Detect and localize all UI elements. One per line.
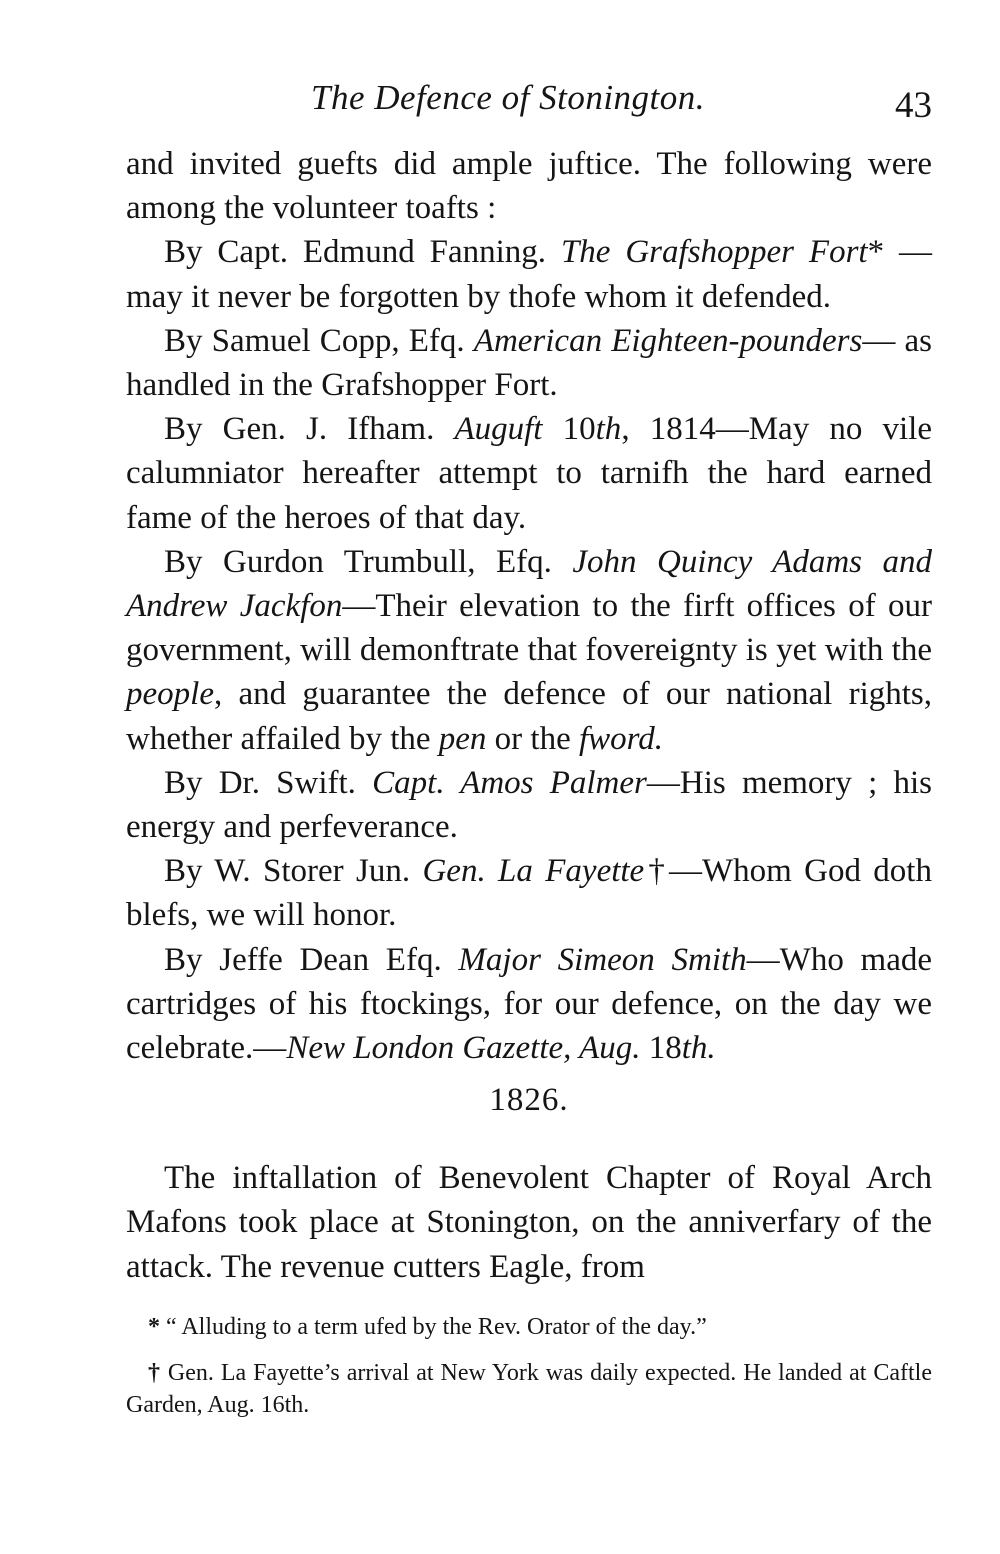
footnote-symbol: *: [148, 1313, 160, 1340]
italic-text: fword.: [578, 720, 664, 757]
text-run: —Who made cartridges of his ftockings, for our defence, on the day we celebrate.—: [126, 941, 932, 1067]
italic-text: th.: [681, 1030, 716, 1067]
book-page: [126, 70, 932, 1435]
paragraph: [126, 938, 932, 1071]
text-run: and invited guefts did ample juftice. The following were among the volunteer toafts :: [126, 146, 932, 227]
text-run: * —may it never be forgotten by thofe whom it defended.: [126, 234, 933, 315]
text-run: 10: [542, 411, 596, 448]
text-run: The inftallation of Benevolent Chapter of Royal Arch Mafons took place at Stonington, on the anniverfary of the attack. The revenue cutters Eagle, from: [126, 1160, 932, 1285]
footnote-text: Gen. La Fayette’s arrival at New York was daily expected. He landed at Caftle Garden, Aug. 16th.: [126, 1359, 932, 1418]
text-run: †—Whom God doth blefs, we will honor.: [126, 853, 932, 934]
footnote: [126, 1357, 932, 1421]
italic-text: Gen. La Fayette: [422, 853, 645, 890]
italic-text: Major Simeon Smith: [458, 941, 747, 978]
paragraph: [126, 1156, 932, 1289]
year-heading: 1826.: [489, 1082, 569, 1119]
footnote-symbol: †: [148, 1359, 161, 1386]
text-run: or the: [486, 720, 579, 757]
text-run: By Gen. J. Ifham.: [164, 411, 455, 448]
footnotes: [126, 1311, 932, 1421]
running-title: The Defence of Stonington.: [311, 78, 706, 117]
paragraph: [126, 142, 932, 230]
text-run: —His memory ; his energy and perfeverance.: [126, 764, 933, 846]
paragraph: [126, 319, 932, 407]
italic-text: American Eighteen-pounders: [473, 322, 863, 359]
text-run: By Dr. Swift.: [164, 764, 373, 801]
page-number: 43: [895, 85, 932, 126]
closing-paragraphs: [126, 1156, 932, 1289]
text-run: —Their elevation to the firft offices of our government, will demonftrate that fovereignty is yet with the: [126, 588, 932, 669]
italic-text: John Quincy Adams and Andrew Jackfon: [126, 543, 932, 625]
text-run: , 1814—May no vile calumniator hereafter attempt to tarnifh the hard earned fame of the heroes of that day.: [126, 411, 932, 536]
italic-text: New London Gazette, Aug.: [286, 1030, 641, 1067]
italic-text: Auguft: [454, 411, 543, 448]
paragraph: [126, 407, 932, 540]
italic-text: pen: [438, 720, 487, 757]
footnote: [126, 1311, 932, 1343]
toast-paragraphs: [126, 142, 932, 1070]
paragraph: [126, 761, 932, 849]
text-run: By Samuel Copp, Efq.: [164, 322, 474, 359]
page-header: [126, 70, 932, 142]
text-run: By Gurdon Trumbull, Efq.: [164, 543, 573, 580]
text-run: , and guarantee the defence of our national rights, whether affailed by the: [126, 676, 932, 757]
text-run: — as handled in the Grafshopper Fort.: [126, 322, 932, 404]
italic-text: th: [595, 411, 622, 448]
paragraph: [126, 230, 932, 318]
italic-text: Capt. Amos Palmer: [372, 764, 647, 801]
italic-text: The Grafshopper Fort: [560, 234, 868, 271]
text-run: By W. Storer Jun.: [164, 853, 423, 890]
text-run: By Capt. Edmund Fanning.: [164, 234, 561, 271]
text-run: By Jeffe Dean Efq.: [164, 941, 459, 978]
paragraph: [126, 849, 932, 937]
body-text: [126, 142, 932, 1289]
text-run: 18: [640, 1030, 682, 1067]
italic-text: people: [126, 676, 214, 713]
paragraph: [126, 540, 932, 761]
footnote-text: “ Alluding to a term ufed by the Rev. Orator of the day.”: [160, 1313, 707, 1340]
